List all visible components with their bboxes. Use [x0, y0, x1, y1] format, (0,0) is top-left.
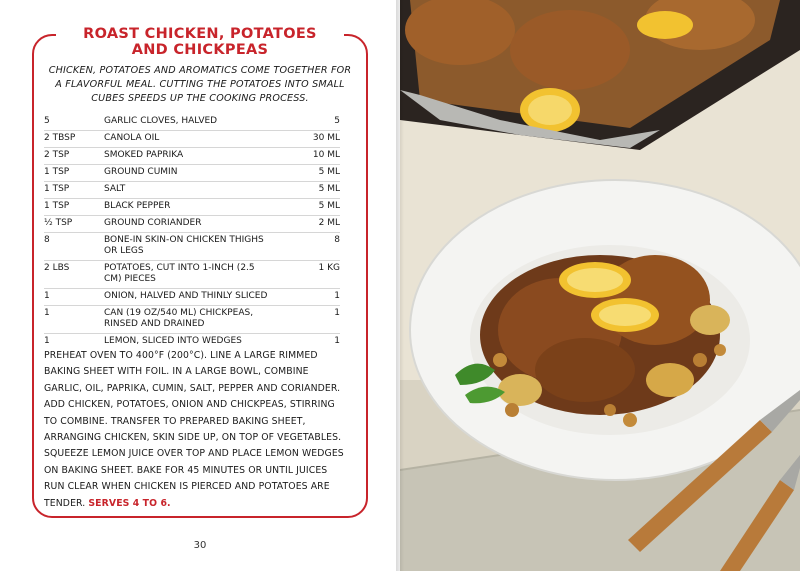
ingredient-qty: 2 TBSP	[44, 133, 76, 143]
ingredient-row	[44, 306, 340, 334]
ingredient-row	[44, 233, 340, 261]
ingredient-row	[44, 114, 340, 131]
ingredient-name: BLACK PEPPER	[104, 201, 171, 211]
ingredient-qty: ½ TSP	[44, 218, 73, 228]
recipe-title	[56, 26, 344, 58]
ingredient-metric: 10 ML	[312, 150, 340, 160]
ingredient-row	[44, 216, 340, 233]
roast-chicken-dish-photo	[400, 0, 800, 571]
book-gutter-shadow	[396, 0, 404, 571]
ingredient-row	[44, 182, 340, 199]
ingredient-row	[44, 289, 340, 306]
food-photo	[400, 0, 800, 571]
ingredient-name: SALT	[104, 184, 126, 194]
recipe-title-line2: AND CHICKPEAS	[131, 42, 269, 58]
ingredient-list	[44, 114, 340, 350]
method-text: PREHEAT OVEN TO 400°F (200°C). LINE A LARGE RIMMED BAKING SHEET WITH FOIL. IN A LARGE BOWL, COMBINE GARLIC, OIL, PAPRIKA, CUMIN, SALT, PEPPER AND CORIANDER. ADD CHICKEN, POTATOES, ONION AND CHICKPEAS, STIRRING TO COMBINE. TRANSFER TO PREPARED BAKING SHEET, ARRANGING CHICKEN, SKIN SIDE UP, ON TOP OF VEGETABLES. SQUEEZE LEMON JUICE OVER TOP AND PLACE LEMON WEDGES ON BAKING SHEET. BAKE FOR 45 MINUTES OR UNTIL JUICES RUN CLEAR WHEN CHICKEN IS PIERCED AND POTATOES ARE TENDER.	[44, 350, 344, 509]
page-number: 30	[193, 540, 207, 551]
recipe-title-line1: ROAST CHICKEN, POTATOES	[83, 26, 317, 42]
ingredient-name: GARLIC CLOVES, HALVED	[104, 116, 218, 126]
ingredient-name: BONE-IN SKIN-ON CHICKEN THIGHS OR LEGS	[104, 235, 264, 256]
ingredient-metric: 30 ML	[312, 133, 340, 143]
ingredient-qty: 1	[44, 308, 50, 318]
ingredient-name: GROUND CORIANDER	[104, 218, 202, 228]
ingredient-metric: 1	[334, 291, 340, 301]
ingredient-name: ONION, HALVED AND THINLY SLICED	[104, 291, 268, 301]
ingredient-qty: 2 LBS	[44, 263, 70, 273]
ingredient-qty: 1 TSP	[44, 201, 70, 211]
ingredient-qty: 1	[44, 291, 50, 301]
ingredient-qty: 2 TSP	[44, 150, 70, 160]
ingredient-name: POTATOES, CUT INTO 1-INCH (2.5 CM) PIECES	[104, 263, 255, 284]
ingredient-qty: 5	[44, 116, 50, 126]
ingredient-row	[44, 165, 340, 182]
ingredient-name: LEMON, SLICED INTO WEDGES	[104, 336, 242, 346]
ingredient-qty: 1 TSP	[44, 167, 70, 177]
ingredient-qty: 1	[44, 336, 50, 346]
ingredient-metric: 2 ML	[318, 218, 340, 228]
recipe-method	[44, 348, 344, 512]
serves-text: SERVES 4 TO 6.	[88, 497, 171, 509]
ingredient-qty: 1 TSP	[44, 184, 70, 194]
ingredient-row	[44, 131, 340, 148]
ingredient-row	[44, 199, 340, 216]
ingredient-metric: 5 ML	[318, 201, 340, 211]
ingredient-metric: 5 ML	[318, 184, 340, 194]
ingredient-metric: 1 KG	[318, 263, 340, 273]
ingredient-name: CANOLA OIL	[104, 133, 160, 143]
ingredient-metric: 1	[334, 308, 340, 318]
ingredient-row	[44, 148, 340, 165]
ingredient-metric: 5	[334, 116, 340, 126]
ingredient-row	[44, 261, 340, 289]
ingredient-name: SMOKED PAPRIKA	[104, 150, 184, 160]
ingredient-qty: 8	[44, 235, 50, 245]
ingredient-metric: 8	[334, 235, 340, 245]
ingredient-name: GROUND CUMIN	[104, 167, 178, 177]
ingredient-name: CAN (19 OZ/540 ML) CHICKPEAS, RINSED AND DRAINED	[104, 308, 254, 329]
recipe-intro: CHICKEN, POTATOES AND AROMATICS COME TOGETHER FOR A FLAVORFUL MEAL. CUTTING THE POTATOES INTO SMALL CUBES SPEEDS UP THE COOKING PROCESS.	[48, 65, 352, 104]
ingredient-metric: 1	[334, 336, 340, 346]
ingredient-metric: 5 ML	[318, 167, 340, 177]
